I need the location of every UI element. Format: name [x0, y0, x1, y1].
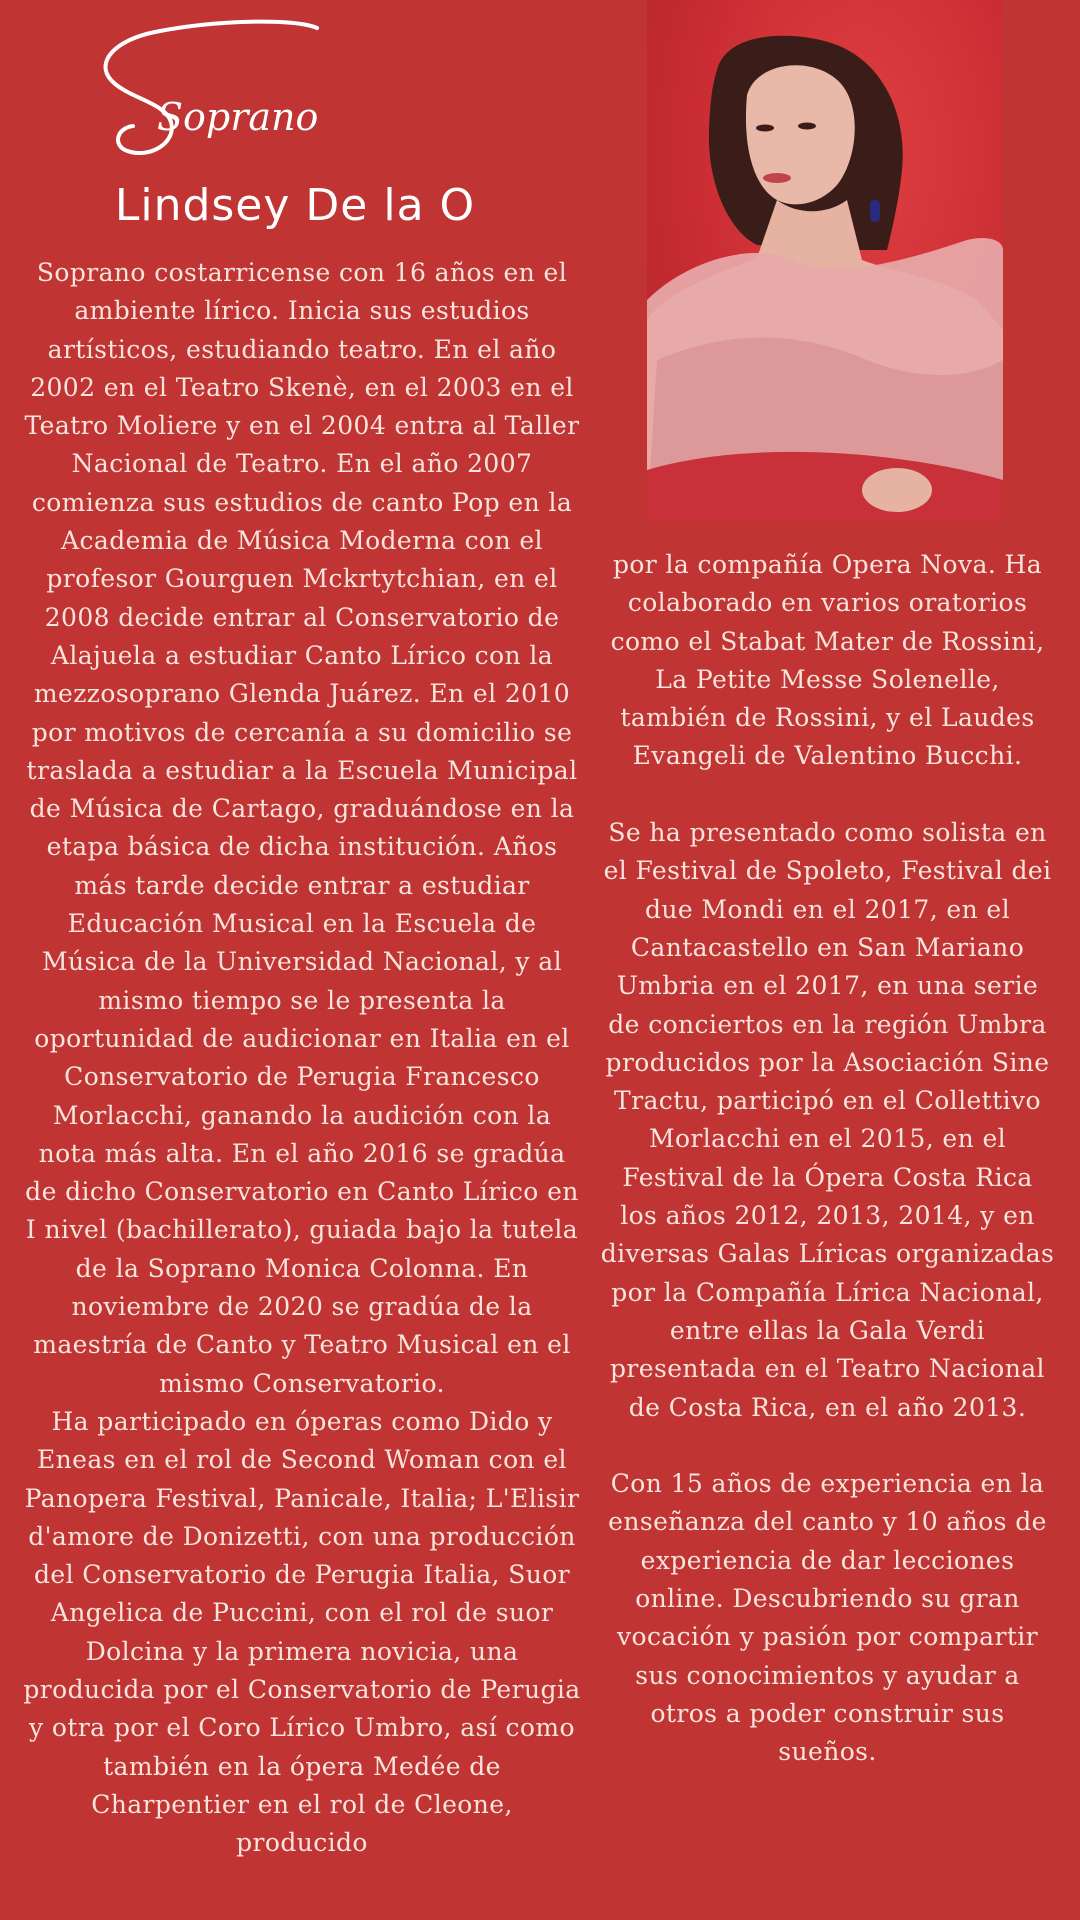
bio-paragraph-performances: Se ha presentado como solista en el Festival de Spoleto, Festival dei due Mondi en el 2017, en el Cantacastello en San Mariano Umbria en el 2017, en una serie de conciertos en la región Umbra producidos por la Asociación Sine Tractu, participó en el Collettivo Morlacchi en el 2015, en el Festival de la Ópera Costa Rica los años 2012, 2013, 2014, y en diversas Galas Líricas organizadas por la Compañía Lírica Nacional, entre ellas la Gala Verdi presentada en el Teatro Nacional de Costa Rica, en el año 2013. [600, 818, 1055, 1422]
soprano-script-logo [95, 10, 340, 170]
portrait-photo [647, 0, 1003, 522]
bio-paragraph-education: Soprano costarricense con 16 años en el ambiente lírico. Inicia sus estudios artísticos, estudiando teatro. En el año 2002 en el Teatro Skenè, en el 2003 en el Teatro Moliere y en el 2004 entra al Taller Nacional de Teatro. En el año 2007 comienza sus estudios de canto Pop en la Academia de Música Moderna con el profesor Gourguen Mckrtytchian, en el 2008 decide entrar al Conservatorio de Alajuela a estudiar Canto Lírico con la mezzosoprano Glenda Juárez. En el 2010 por motivos de cercanía a su domicilio se traslada a estudiar a la Escuela Municipal de Música de Cartago, graduándose en la etapa básica de dicha institución. Años más tarde decide entrar a estudiar Educación Musical en la Escuela de Música de la Universidad Nacional, y al mismo tiempo se le presenta la oportunidad de audicionar en Italia en el Conservatorio de Perugia Francesco Morlacchi, ganando la audición con la nota más alta. En el año 2016 se gradúa de dicho Conservatorio en Canto Lírico en I nivel (bachillerato), guiada bajo la tutela de la Soprano Monica Colonna. En noviembre de 2020 se gradúa de la maestría de Canto y Teatro Musical en el mismo Conservatorio. [24, 258, 580, 1398]
script-title-soprano [95, 10, 340, 170]
script-title-text: Soprano [157, 95, 319, 139]
bio-left-column [22, 254, 582, 1862]
paragraph-spacer [600, 1427, 1055, 1465]
bio-right-column [600, 546, 1055, 1772]
bio-paragraph-oratorios: por la compañía Opera Nova. Ha colaborado en varios oratorios como el Stabat Mater de Rossini, La Petite Messe Solenelle, también de Rossini, y el Laudes Evangeli de Valentino Bucchi. [610, 550, 1045, 771]
bio-paragraph-operas: Ha participado en óperas como Dido y Eneas en el rol de Second Woman con el Panopera Festival, Panicale, Italia; L'Elisir d'amore de Donizetti, con una producción del Conservatorio de Perugia Italia, Suor Angelica de Puccini, con el rol de suor Dolcina y la primera novicia, una producida por el Conservatorio de Perugia y otra por el Coro Lírico Umbro, así como también en la ópera Medée de Charpentier en el rol de Cleone, producido [23, 1406, 581, 1858]
bio-paragraph-teaching: Con 15 años de experiencia en la enseñanza del canto y 10 años de experiencia de dar lecciones online. Descubriendo su gran vocación y pasión por compartir sus conocimientos y ayudar a otros a poder construir sus sueños. [608, 1469, 1047, 1767]
portrait-illustration [647, 0, 1003, 522]
singer-name: Lindsey De la O [114, 180, 476, 231]
paragraph-spacer [600, 776, 1055, 814]
